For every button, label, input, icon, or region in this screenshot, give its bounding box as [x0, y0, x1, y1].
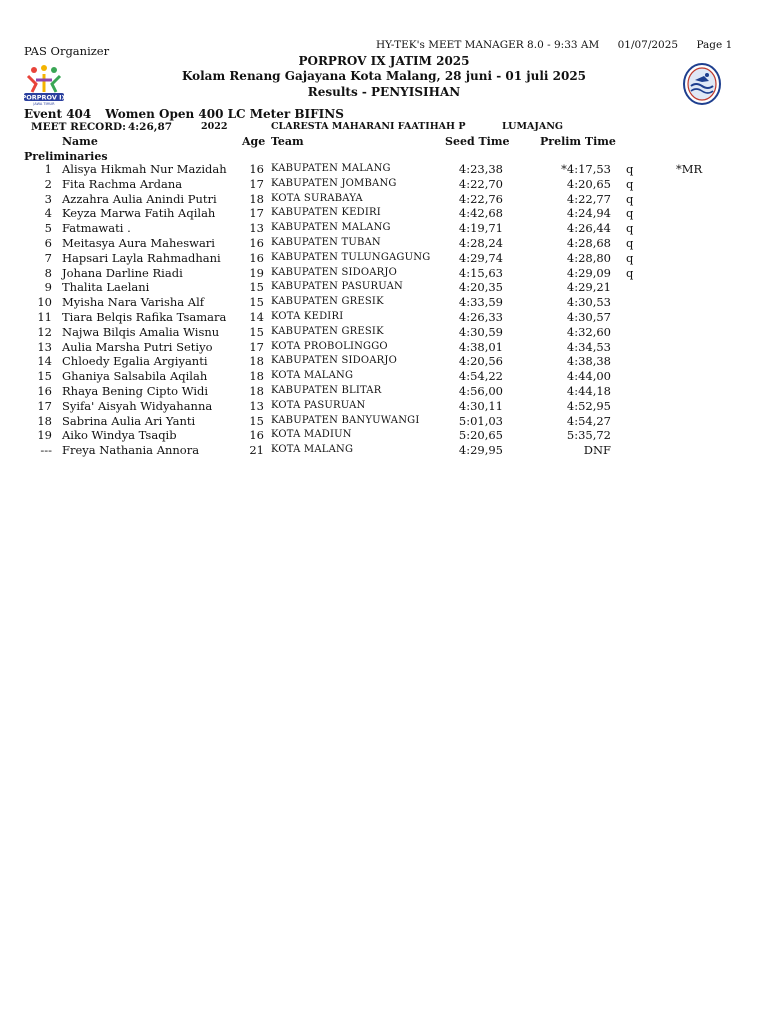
- result-place: 10: [37, 295, 52, 310]
- prelim-time: 4:30,53: [566, 295, 611, 310]
- result-place: 4: [44, 206, 52, 221]
- table-row: [0, 443, 768, 458]
- prelim-time: 4:29,21: [566, 280, 611, 295]
- swimmer-name: Ghaniya Salsabila Aqilah: [62, 369, 208, 384]
- table-row: [0, 369, 768, 384]
- seed-time: 4:19,71: [458, 221, 503, 236]
- result-place: 9: [44, 280, 52, 295]
- result-place: 2: [44, 176, 52, 191]
- seed-time: 4:26,33: [458, 310, 503, 324]
- meet-record-holder: CLARESTA MAHARANI FAATIHAH P: [271, 121, 466, 132]
- prelim-time: 4:29,09: [566, 265, 611, 280]
- prelim-time: 4:32,60: [566, 324, 611, 339]
- table-row: [0, 295, 768, 310]
- report-meta: [376, 39, 732, 51]
- qualifier-mark: q: [626, 250, 634, 265]
- result-place: 1: [44, 162, 52, 176]
- section-heading: Preliminaries: [24, 150, 108, 163]
- prelim-time: 4:44,00: [566, 369, 611, 384]
- swimmer-name: Hapsari Layla Rahmadhani: [62, 250, 221, 265]
- prelim-time: 4:22,77: [566, 191, 611, 206]
- col-seed-time: Seed Time: [445, 135, 510, 148]
- swimmer-team: KABUPATEN BLITAR: [271, 385, 382, 396]
- table-row: [0, 354, 768, 369]
- seed-time: 4:33,59: [458, 295, 503, 310]
- seed-time: 4:29,95: [458, 443, 503, 458]
- prelim-time: 5:35,72: [566, 428, 611, 443]
- prelim-time: *4:17,53: [561, 162, 611, 176]
- result-place: 13: [37, 339, 52, 354]
- swimmer-name: Freya Nathania Annora: [62, 443, 200, 458]
- report-date: 01/07/2025: [617, 39, 679, 51]
- record-note: *MR: [676, 162, 703, 176]
- swimmer-team: KABUPATEN TULUNGAGUNG: [271, 251, 431, 263]
- swimmer-name: Meitasya Aura Maheswari: [62, 236, 215, 250]
- swimmer-team: KOTA PASURUAN: [271, 399, 366, 411]
- meet-record-time: 4:26,87: [128, 121, 173, 133]
- swimmer-age: 16: [249, 250, 264, 265]
- seed-time: 4:29,74: [458, 250, 503, 265]
- meet-venue: Kolam Renang Gajayana Kota Malang, 28 juni - 01 juli 2025: [181, 69, 587, 83]
- swimmer-name: Keyza Marwa Fatih Aqilah: [62, 206, 216, 221]
- table-row: [0, 399, 768, 414]
- swimmer-age: 15: [249, 324, 264, 339]
- result-place: 12: [37, 324, 52, 339]
- event-title: [24, 107, 344, 121]
- swimmer-team: KABUPATEN JOMBANG: [271, 177, 397, 189]
- swimmer-age: 13: [249, 221, 264, 236]
- seed-time: 5:01,03: [458, 413, 503, 428]
- result-place: 6: [44, 236, 52, 250]
- table-row: [0, 414, 768, 429]
- col-team: Team: [271, 135, 304, 148]
- table-row: [0, 251, 768, 266]
- swimmer-age: 17: [249, 339, 264, 354]
- result-place: 16: [37, 384, 52, 398]
- swimmer-name: Aiko Windya Tsaqib: [62, 428, 177, 443]
- qualifier-mark: q: [626, 236, 634, 250]
- table-row: [0, 221, 768, 236]
- qualifier-mark: q: [626, 176, 634, 191]
- swimmer-age: 19: [249, 265, 264, 280]
- prelim-time: 4:30,57: [566, 310, 611, 324]
- swimmer-age: 15: [249, 413, 264, 428]
- swimmer-age: 18: [249, 191, 264, 206]
- swimmer-name: Thalita Laelani: [62, 280, 150, 295]
- result-place: 8: [44, 265, 52, 280]
- swimmer-team: KOTA KEDIRI: [271, 311, 344, 322]
- swimmer-team: KABUPATEN BANYUWANGI: [271, 414, 420, 426]
- table-row: [0, 236, 768, 251]
- swimmer-team: KOTA MALANG: [271, 444, 354, 456]
- swimmer-team: KOTA MADIUN: [271, 429, 352, 441]
- qualifier-mark: q: [626, 162, 634, 176]
- table-row: [0, 325, 768, 340]
- swimmer-name: Syifa' Aisyah Widyahanna: [62, 398, 213, 413]
- qualifier-mark: q: [626, 206, 634, 221]
- table-row: [0, 206, 768, 221]
- swimmer-age: 18: [249, 384, 264, 398]
- result-place: 15: [37, 369, 52, 384]
- swimmer-team: KABUPATEN GRESIK: [271, 325, 384, 337]
- prelim-time: 4:20,65: [566, 176, 611, 191]
- swimmer-team: KABUPATEN MALANG: [271, 163, 391, 174]
- swimmer-team: KABUPATEN PASURUAN: [271, 281, 403, 293]
- swimmer-age: 15: [249, 295, 264, 310]
- table-row: [0, 310, 768, 325]
- table-row: [0, 428, 768, 443]
- meet-title: PORPROV IX JATIM 2025: [298, 54, 470, 68]
- qualifier-mark: q: [626, 221, 634, 236]
- col-prelim-time: Prelim Time: [540, 135, 616, 148]
- prelim-time: 4:44,18: [566, 384, 611, 398]
- table-row: [0, 177, 768, 192]
- seed-time: 4:56,00: [458, 384, 503, 398]
- swimmer-age: 13: [249, 398, 264, 413]
- swimming-seal-icon: [682, 62, 722, 106]
- col-age: Age: [242, 135, 266, 148]
- swimmer-age: 15: [249, 280, 264, 295]
- page-number: Page 1: [696, 39, 733, 51]
- table-row: [0, 340, 768, 355]
- swimmer-name: Fatmawati .: [62, 221, 131, 236]
- table-row: [0, 266, 768, 281]
- seed-time: 4:15,63: [458, 265, 503, 280]
- prelim-time: 4:28,68: [566, 236, 611, 250]
- event-name: Women Open 400 LC Meter BIFINS: [105, 107, 344, 121]
- seed-time: 4:22,70: [458, 176, 503, 191]
- result-place: 3: [44, 191, 52, 206]
- logo-text: PORPROV IX: [22, 93, 66, 102]
- table-row: [0, 384, 768, 399]
- swimmer-age: 16: [249, 162, 264, 176]
- swimmer-team: KABUPATEN SIDOARJO: [271, 355, 398, 367]
- swimmer-name: Najwa Bilqis Amalia Wisnu: [62, 324, 220, 339]
- swimmer-age: 16: [249, 428, 264, 443]
- table-row: [0, 192, 768, 207]
- organizer-name: PAS Organizer: [24, 44, 110, 58]
- swimmer-age: 14: [249, 310, 264, 324]
- swimmer-name: Chloedy Egalia Argiyanti: [62, 354, 208, 369]
- swimmer-team: KABUPATEN GRESIK: [271, 296, 384, 308]
- swimmer-name: Johana Darline Riadi: [62, 265, 183, 280]
- seed-time: 4:23,38: [458, 162, 503, 176]
- qualifier-mark: q: [626, 191, 634, 206]
- prelim-time: DNF: [583, 443, 611, 458]
- swimmer-team: KOTA SURABAYA: [271, 192, 363, 204]
- swimmer-age: 16: [249, 236, 264, 250]
- event-number: Event 404: [24, 107, 92, 121]
- col-name: Name: [62, 135, 98, 148]
- swimmer-name: Fita Rachma Ardana: [62, 176, 183, 191]
- meet-record-team: LUMAJANG: [502, 121, 563, 132]
- meet-record-label: MEET RECORD:: [31, 121, 127, 133]
- swimmer-team: KABUPATEN KEDIRI: [271, 207, 381, 219]
- seed-time: 4:20,35: [458, 280, 503, 295]
- result-place: 11: [37, 310, 52, 324]
- swimmer-team: KOTA PROBOLINGGO: [271, 340, 388, 352]
- swimmer-name: Azzahra Aulia Anindi Putri: [62, 191, 217, 206]
- seed-time: 4:30,59: [458, 324, 503, 339]
- qualifier-mark: q: [626, 265, 634, 280]
- prelim-time: 4:38,38: [566, 354, 611, 369]
- seed-time: 4:28,24: [458, 236, 503, 250]
- logo-subtext: JAWA TIMUR: [33, 102, 55, 106]
- swimmer-name: Rhaya Bening Cipto Widi: [62, 384, 209, 398]
- swimmer-team: KOTA MALANG: [271, 370, 354, 382]
- swimmer-team: KABUPATEN MALANG: [271, 222, 391, 234]
- prelim-time: 4:52,95: [566, 398, 611, 413]
- swimmer-age: 18: [249, 354, 264, 369]
- seed-time: 4:30,11: [458, 398, 503, 413]
- software-timestamp: HY-TEK's MEET MANAGER 8.0 - 9:33 AM: [376, 39, 600, 51]
- swimmer-age: 21: [249, 443, 264, 458]
- swimmer-name: Alisya Hikmah Nur Mazidah: [62, 162, 227, 176]
- prelim-time: 4:28,80: [566, 250, 611, 265]
- swimmer-age: 17: [249, 176, 264, 191]
- result-place: 19: [37, 428, 52, 443]
- result-place: 5: [44, 221, 52, 236]
- swimmer-team: KABUPATEN SIDOARJO: [271, 266, 398, 278]
- swimmer-name: Myisha Nara Varisha Alf: [62, 295, 205, 310]
- porprov-logo-icon: [22, 62, 66, 106]
- prelim-time: 4:24,94: [566, 206, 611, 221]
- federation-seal: [682, 62, 722, 106]
- result-place: 17: [37, 398, 52, 413]
- prelim-time: 4:54,27: [566, 413, 611, 428]
- seed-time: 4:20,56: [458, 354, 503, 369]
- prelim-time: 4:26,44: [566, 221, 611, 236]
- seed-time: 4:42,68: [458, 206, 503, 221]
- result-place: 14: [37, 354, 52, 369]
- seed-time: 4:22,76: [458, 191, 503, 206]
- seed-time: 4:38,01: [458, 339, 503, 354]
- seed-time: 4:54,22: [458, 369, 503, 384]
- meet-record-year: 2022: [201, 121, 228, 132]
- swimmer-name: Sabrina Aulia Ari Yanti: [62, 413, 196, 428]
- result-place: 7: [44, 250, 52, 265]
- table-row: [0, 280, 768, 295]
- swimmer-name: Aulia Marsha Putri Setiyo: [62, 339, 213, 354]
- table-row: [0, 162, 768, 177]
- result-place: ---: [40, 443, 52, 458]
- prelim-time: 4:34,53: [566, 339, 611, 354]
- result-place: 18: [37, 413, 52, 428]
- results-heading: Results - PENYISIHAN: [307, 85, 461, 99]
- swimmer-team: KABUPATEN TUBAN: [271, 237, 381, 248]
- seed-time: 5:20,65: [458, 428, 503, 443]
- swimmer-name: Tiara Belqis Rafika Tsamara: [62, 310, 227, 324]
- porprov-logo: [22, 62, 66, 106]
- swimmer-age: 18: [249, 369, 264, 384]
- swimmer-age: 17: [249, 206, 264, 221]
